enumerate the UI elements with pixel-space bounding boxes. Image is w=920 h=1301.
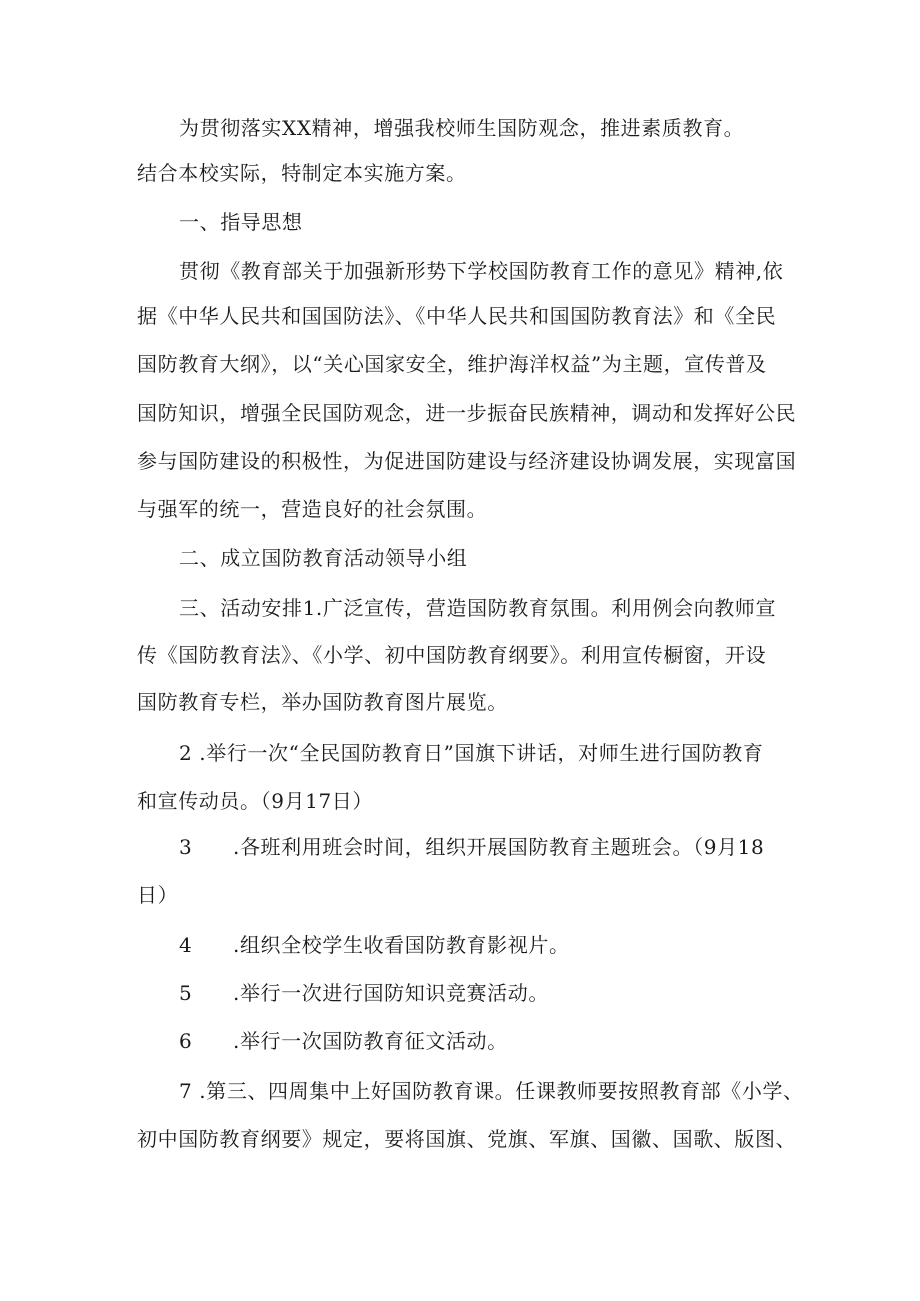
section-3-line-3: 国防教育专栏，举办国防教育图片展览。 [137,690,508,714]
section-1-line-1: 贯彻《教育部关于加强新形势下学校国防教育工作的意见》精神,依 [179,259,784,283]
section-1-line-5: 参与国防建设的积极性，为促进国防建设与经济建设协调发展，实现富国 [137,449,797,473]
section-1-line-4: 国防知识，增强全民国防观念，进一步振奋民族精神，调动和发挥好公民 [137,401,797,425]
item-4 [179,935,570,955]
section-1-heading: 一、指导思想 [179,210,303,234]
item-3 [179,837,764,857]
section-1-line-6: 与强军的统一，营造良好的社会氛围。 [137,497,488,521]
item-4-number: 4 [179,933,193,957]
item-5-number: 5 [179,981,193,1005]
section-1-line-3: 国防教育大纲》，以“关心国家安全，维护海洋权益”为主题，宣传普及 [137,352,767,376]
item-4-text: .组织全校学生收看国防教育影视片。 [233,933,570,957]
intro-line-2: 结合本校实际，特制定本实施方案。 [137,161,467,185]
section-3-line-1: 三、活动安排1.广泛宣传，营造国防教育氛围。利用例会向教师宣 [179,596,777,620]
intro-line-1: 为贯彻落实XX精神，增强我校师生国防观念，推进素质教育。 [179,116,745,140]
item-2-line-1: 2 .举行一次“全民国防教育日”国旗下讲话，对师生进行国防教育 [179,741,764,765]
item-6 [179,1031,508,1051]
item-7-line-1: 7 .第三、四周集中上好国防教育课。任课教师要按照教育部《小学、 [179,1079,804,1103]
item-6-number: 6 [179,1029,193,1053]
item-5 [179,983,549,1003]
section-3-line-2: 传《国防教育法》、《小学、初中国防教育纲要》。利用宣传橱窗，开设 [137,643,767,667]
item-3-text: .各班利用班会时间，组织开展国防教育主题班会。（9月18 [233,835,765,859]
item-3-number: 3 [179,835,193,859]
item-3-continuation: 日） [137,883,179,907]
item-2-line-2: 和宣传动员。（9月17日） [137,789,373,813]
section-2-heading: 二、成立国防教育活动领导小组 [179,546,468,570]
item-6-text: .举行一次国防教育征文活动。 [233,1029,508,1053]
item-7-line-2: 初中国防教育纲要》规定，要将国旗、党旗、军旗、国徽、国歌、版图、 [137,1127,797,1151]
section-1-line-2: 据《中华人民共和国国防法》、《中华人民共和国国防教育法》和《全民 [137,304,777,328]
item-5-text: .举行一次进行国防知识竞赛活动。 [233,981,549,1005]
